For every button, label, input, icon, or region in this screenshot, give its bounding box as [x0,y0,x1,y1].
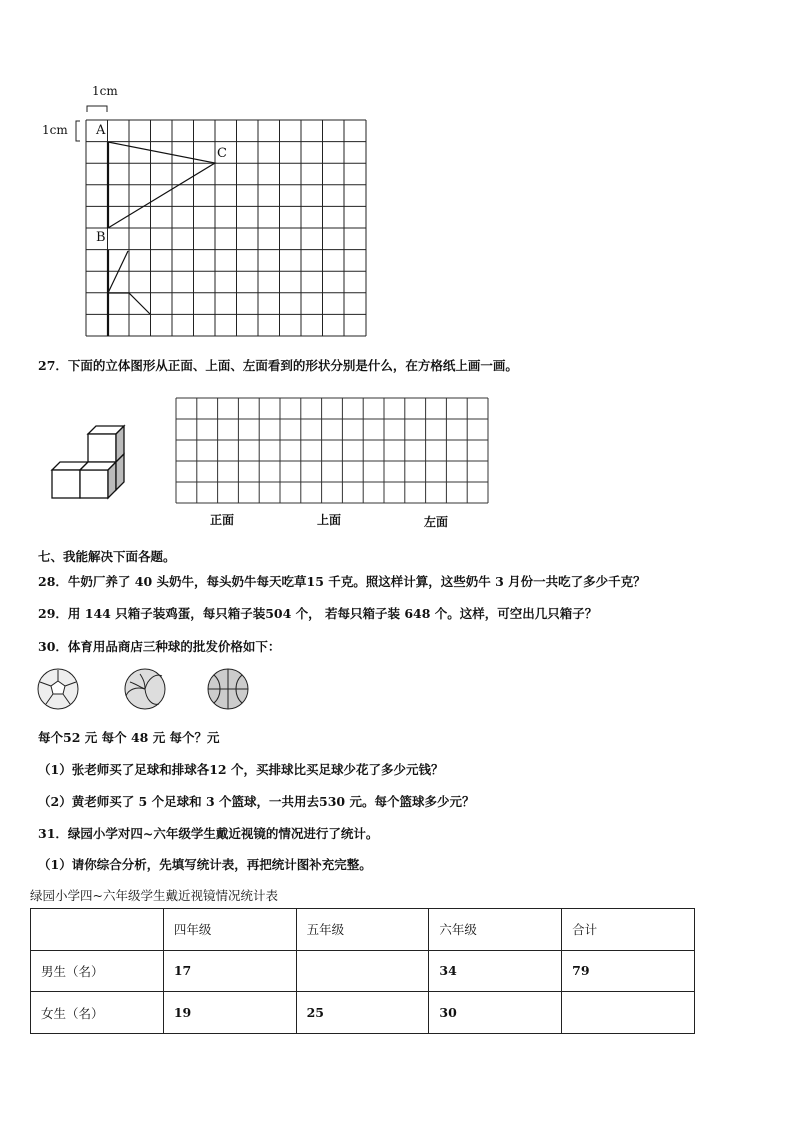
drawing-grid[interactable] [172,396,492,508]
table-cell: 19 [163,992,296,1034]
balls-row [36,666,256,714]
table-cell-blank[interactable] [296,950,429,992]
header-cell: 合计 [562,909,695,951]
grid-1-svg [30,80,380,340]
point-b-label: B [96,230,106,245]
table-cell: 79 [562,950,695,992]
table-row [31,950,695,992]
cube-svg [50,422,130,504]
question-30: 30．体育用品商店三种球的批发价格如下： [38,639,281,654]
football-icon [38,669,78,709]
drawing-grid-svg [172,396,492,508]
label-left-view: 左面 [424,515,449,529]
unit-bracket-top [87,106,107,112]
unit-label-left: 1cm [42,123,68,137]
header-cell: 四年级 [163,909,296,951]
row-label-girls: 女生（名） [31,992,164,1034]
table-header-row [31,909,695,951]
grid-figure-1 [30,80,380,340]
section-7-title: 七、我能解决下面各题。 [38,549,176,564]
cube-figure [50,422,130,504]
question-28: 28．牛奶厂养了 40 头奶牛，每头奶牛每天吃草15 千克。照这样计算，这些奶牛 3 月份一共吃了多少千克？ [38,574,646,589]
header-cell: 六年级 [429,909,562,951]
balls-svg [36,666,256,714]
myopia-stats-table [30,908,695,1034]
unit-label-top: 1cm [92,84,118,98]
question-31-part-1: （1）请你综合分析，先填写统计表，再把统计图补充完整。 [38,857,372,872]
table-cell: 17 [163,950,296,992]
question-30-part-2: （2）黄老师买了 5 个足球和 3 个篮球，一共用去530 元。每个篮球多少元？ [38,794,475,809]
basketball-icon [208,669,248,709]
volleyball-icon [125,669,165,709]
question-31: 31．绿园小学对四~六年级学生戴近视镜的情况进行了统计。 [38,826,379,841]
question-27: 27．下面的立体图形从正面、上面、左面看到的形状分别是什么，在方格纸上画一画。 [38,358,518,373]
table-cell: 25 [296,992,429,1034]
ball-prices: 每个52 元 每个 48 元 每个？元 [38,730,220,745]
question-29: 29．用 144 只箱子装鸡蛋，每只箱子装504 个， 若每只箱子装 648 个。这样，可空出几只箱子？ [38,606,598,621]
point-c-label: C [217,146,227,161]
table-cell-blank[interactable] [562,992,695,1034]
unit-bracket-left [76,121,80,141]
header-cell [31,909,164,951]
table-cell: 30 [429,992,562,1034]
header-cell: 五年级 [296,909,429,951]
label-top-view: 上面 [317,513,342,527]
table-row [31,992,695,1034]
table-title: 绿园小学四~六年级学生戴近视镜情况统计表 [30,888,278,903]
row-label-boys: 男生（名） [31,950,164,992]
table-cell: 34 [429,950,562,992]
point-a-label: A [96,123,106,138]
label-front-view: 正面 [210,513,235,527]
question-30-part-1: （1）张老师买了足球和排球各12 个，买排球比买足球少花了多少元钱？ [38,762,444,777]
